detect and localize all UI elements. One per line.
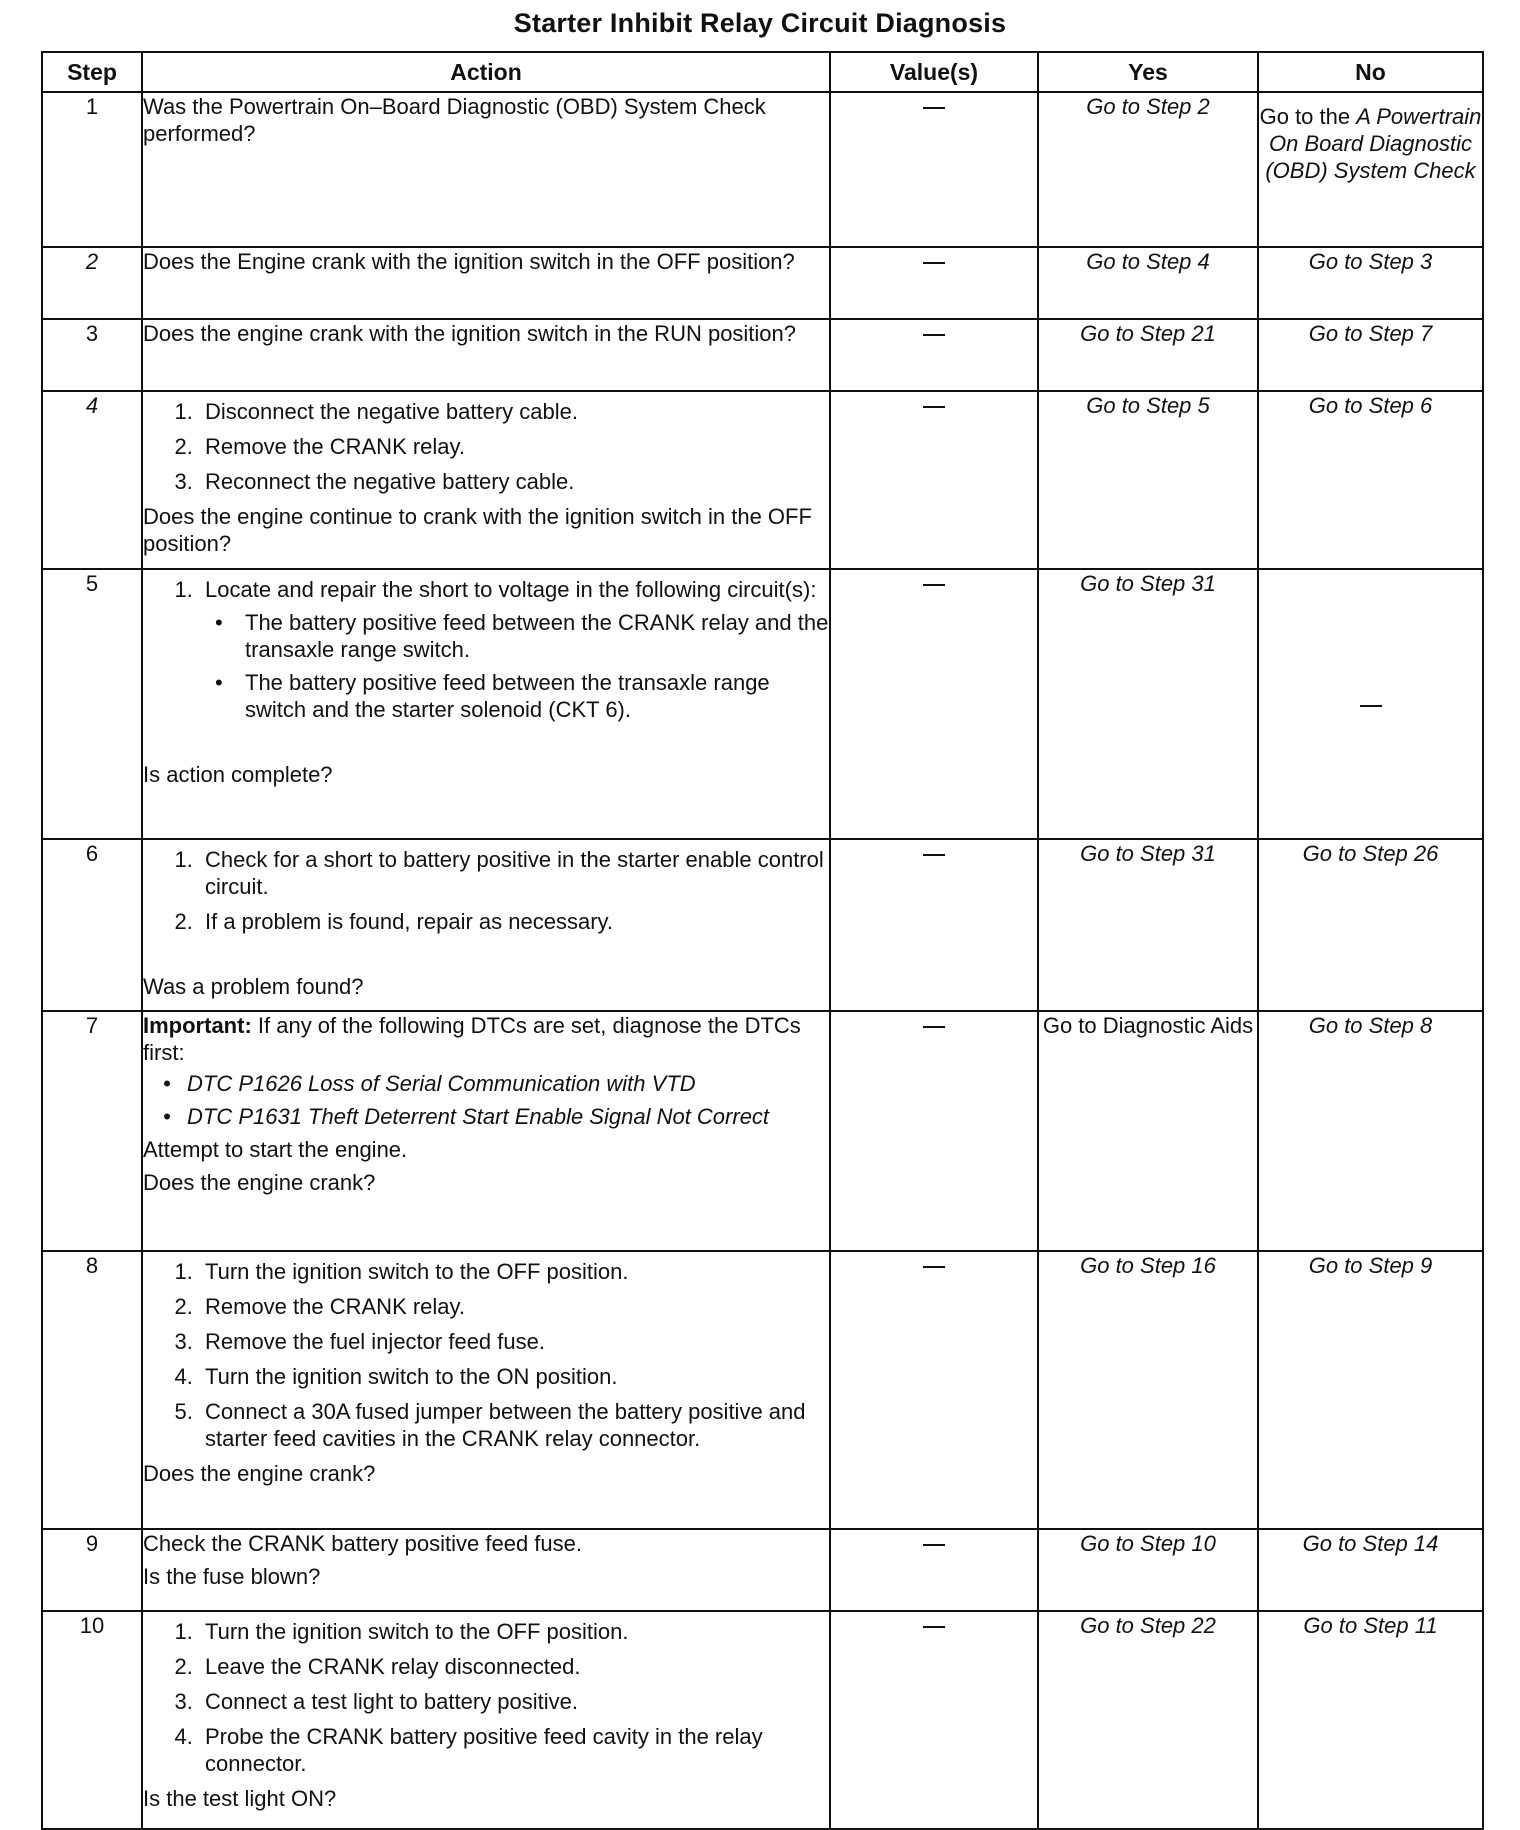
action-cell <box>142 1529 830 1611</box>
dtc-item[interactable]: • DTC P1626 Loss of Serial Communication with VTD <box>187 1070 829 1097</box>
table-row <box>42 319 1483 391</box>
dtc-item[interactable]: • DTC P1631 Theft Deterrent Start Enable Signal Not Correct <box>187 1103 829 1130</box>
list-item: 3. Reconnect the negative battery cable. <box>199 468 829 495</box>
no-cell[interactable]: Go to Step 14 <box>1258 1529 1483 1611</box>
action-question: Is action complete? <box>143 762 333 787</box>
action-cell <box>142 391 830 569</box>
value-cell <box>830 569 1038 839</box>
value-cell <box>830 319 1038 391</box>
action-cell <box>142 839 830 1011</box>
action-question: Is the fuse blown? <box>143 1564 321 1589</box>
table-row <box>42 391 1483 569</box>
dash-icon <box>923 854 945 856</box>
list-item: 4. Probe the CRANK battery positive feed cavity in the relay connector. <box>199 1723 829 1777</box>
action-steps <box>143 398 829 495</box>
list-item: 1. Turn the ignition switch to the OFF position. <box>199 1618 829 1645</box>
value-cell <box>830 1611 1038 1829</box>
yes-cell[interactable]: Go to Step 4 <box>1038 247 1258 319</box>
important-text: If any of the following DTCs are set, diagnose the DTCs first: <box>143 1013 801 1065</box>
table-row <box>42 1529 1483 1611</box>
action-cell <box>142 1251 830 1529</box>
step-number: 6 <box>42 839 142 1011</box>
action-steps <box>143 846 829 935</box>
dash-icon <box>923 1026 945 1028</box>
list-item: 4. Turn the ignition switch to the ON position. <box>199 1363 829 1390</box>
action-line: Attempt to start the engine. <box>143 1137 408 1162</box>
dash-icon <box>923 584 945 586</box>
table-row <box>42 569 1483 839</box>
value-cell <box>830 92 1038 247</box>
action-steps <box>143 576 829 723</box>
table-row <box>42 1011 1483 1251</box>
yes-cell[interactable]: Go to Step 22 <box>1038 1611 1258 1829</box>
list-item: 3. Remove the fuel injector feed fuse. <box>199 1328 829 1355</box>
yes-cell[interactable]: Go to Step 21 <box>1038 319 1258 391</box>
header-step: Step <box>42 52 142 92</box>
no-cell[interactable] <box>1258 92 1483 247</box>
dash-icon <box>1360 705 1382 707</box>
table-row <box>42 92 1483 247</box>
yes-cell[interactable]: Go to Step 31 <box>1038 839 1258 1011</box>
action-cell <box>142 1011 830 1251</box>
step-number: 7 <box>42 1011 142 1251</box>
dtc-list <box>143 1070 829 1130</box>
step-number: 5 <box>42 569 142 839</box>
action-text: Does the Engine crank with the ignition switch in the OFF position? <box>143 249 795 274</box>
no-cell[interactable]: Go to Step 11 <box>1258 1611 1483 1829</box>
step-number: 1 <box>42 92 142 247</box>
action-question: Was a problem found? <box>143 974 364 999</box>
step-number: 2 <box>42 247 142 319</box>
value-cell <box>830 1011 1038 1251</box>
list-item: 2. Remove the CRANK relay. <box>199 433 829 460</box>
list-item: 2. Leave the CRANK relay disconnected. <box>199 1653 829 1680</box>
table-row <box>42 247 1483 319</box>
table-row <box>42 1611 1483 1829</box>
header-action: Action <box>142 52 830 92</box>
action-steps <box>143 1618 829 1777</box>
diagnosis-table <box>41 51 1484 1830</box>
action-question: Does the engine continue to crank with the ignition switch in the OFF position? <box>143 504 812 556</box>
step-number: 3 <box>42 319 142 391</box>
table-row <box>42 839 1483 1011</box>
header-yes: Yes <box>1038 52 1258 92</box>
action-text: Does the engine crank with the ignition switch in the RUN position? <box>143 321 797 346</box>
yes-cell[interactable]: Go to Step 10 <box>1038 1529 1258 1611</box>
header-values: Value(s) <box>830 52 1038 92</box>
no-cell <box>1258 569 1483 839</box>
no-prefix: Go to the <box>1259 104 1351 129</box>
list-item: 2. If a problem is found, repair as necessary. <box>199 908 829 935</box>
bullet-list <box>205 609 829 723</box>
table-row <box>42 1251 1483 1529</box>
value-cell <box>830 247 1038 319</box>
yes-cell[interactable]: Go to Step 16 <box>1038 1251 1258 1529</box>
value-cell <box>830 1529 1038 1611</box>
action-question: Is the test light ON? <box>143 1786 337 1811</box>
list-item: 1. Disconnect the negative battery cable. <box>199 398 829 425</box>
bullet-item: • The battery positive feed between the transaxle range switch and the starter solenoid (CKT 6). <box>239 669 829 723</box>
yes-cell[interactable]: Go to Diagnostic Aids <box>1038 1011 1258 1251</box>
value-cell <box>830 1251 1038 1529</box>
list-item: 1. Check for a short to battery positive in the starter enable control circuit. <box>199 846 829 900</box>
action-cell <box>142 569 830 839</box>
no-cell[interactable]: Go to Step 26 <box>1258 839 1483 1011</box>
list-item: 2. Remove the CRANK relay. <box>199 1293 829 1320</box>
step-number: 9 <box>42 1529 142 1611</box>
dash-icon <box>923 262 945 264</box>
dash-icon <box>923 107 945 109</box>
value-cell <box>830 839 1038 1011</box>
yes-cell[interactable]: Go to Step 5 <box>1038 391 1258 569</box>
no-reference: A Powertrain On Board Diagnostic (OBD) System Check <box>1265 104 1482 183</box>
dash-icon <box>923 406 945 408</box>
list-item: 1. Turn the ignition switch to the OFF position. <box>199 1258 829 1285</box>
dash-icon <box>923 1266 945 1268</box>
action-steps <box>143 1258 829 1452</box>
action-cell <box>142 1611 830 1829</box>
step-number: 4 <box>42 391 142 569</box>
important-label: Important: <box>143 1013 252 1038</box>
table-title: Starter Inhibit Relay Circuit Diagnosis <box>513 8 1007 38</box>
dash-icon <box>923 1544 945 1546</box>
action-question: Does the engine crank? <box>143 1461 376 1486</box>
no-cell[interactable]: Go to Step 6 <box>1258 391 1483 569</box>
list-item: 3. Connect a test light to battery positive. <box>199 1688 829 1715</box>
yes-cell[interactable]: Go to Step 2 <box>1038 92 1258 247</box>
dash-icon <box>923 334 945 336</box>
important-note <box>143 1012 829 1066</box>
step-number: 8 <box>42 1251 142 1529</box>
yes-cell[interactable]: Go to Step 31 <box>1038 569 1258 839</box>
action-line: Check the CRANK battery positive feed fuse. <box>143 1531 582 1556</box>
bullet-item: • The battery positive feed between the CRANK relay and the transaxle range switch. <box>239 609 829 663</box>
list-item: 5. Connect a 30A fused jumper between the battery positive and starter feed cavities in the CRANK relay connector. <box>199 1398 829 1452</box>
step-number: 10 <box>42 1611 142 1829</box>
value-cell <box>830 391 1038 569</box>
dash-icon <box>923 1626 945 1628</box>
action-cell <box>142 319 830 391</box>
list-item: 1. Locate and repair the short to voltage in the following circuit(s): • The battery positive feed between the CRANK relay and the transaxle range switch. • The battery positive feed between the transaxle range switch and the starter solenoid (CKT 6). <box>199 576 829 723</box>
action-text: Was the Powertrain On–Board Diagnostic (OBD) System Check performed? <box>143 94 766 146</box>
no-cell[interactable]: Go to Step 8 <box>1258 1011 1483 1251</box>
no-cell[interactable]: Go to Step 7 <box>1258 319 1483 391</box>
no-cell[interactable]: Go to Step 9 <box>1258 1251 1483 1529</box>
action-question: Does the engine crank? <box>143 1170 376 1195</box>
no-cell[interactable]: Go to Step 3 <box>1258 247 1483 319</box>
header-no: No <box>1258 52 1483 92</box>
header-row <box>42 52 1483 92</box>
action-cell <box>142 92 830 247</box>
action-cell <box>142 247 830 319</box>
